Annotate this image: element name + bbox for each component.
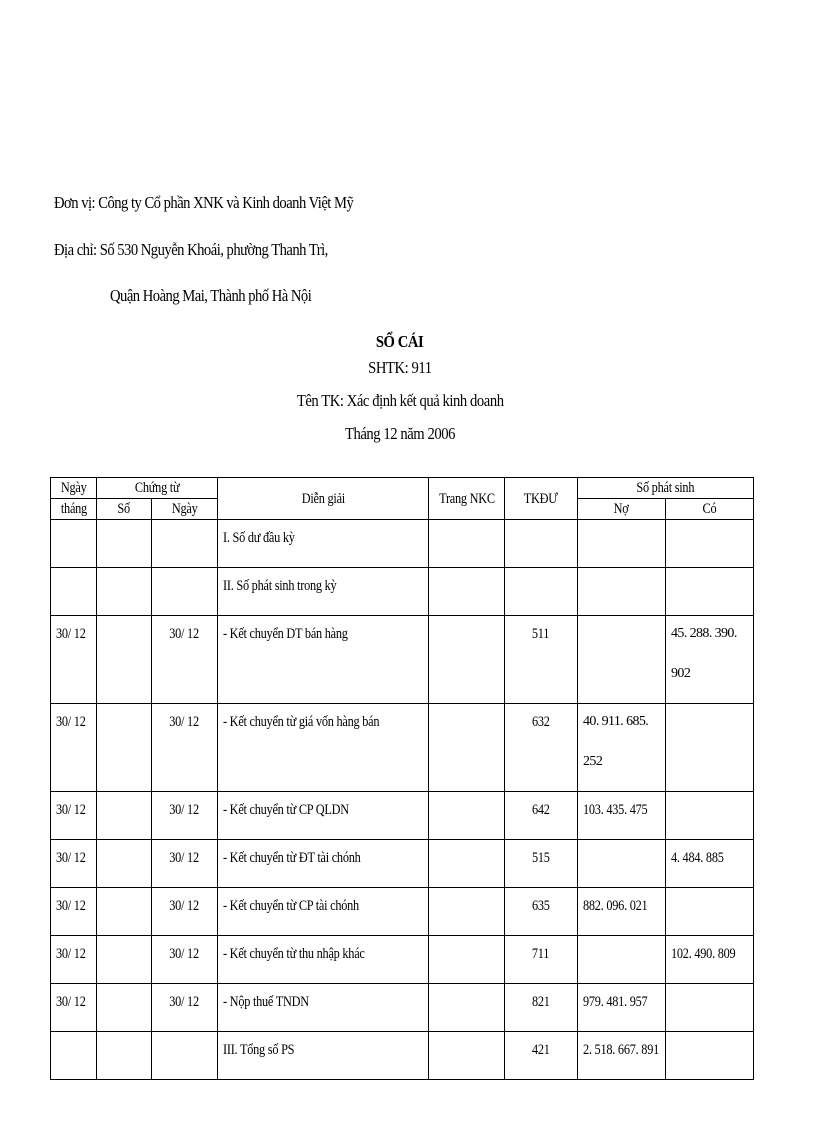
cell-ngay-thang: 30/ 12 [51, 984, 97, 1032]
cell-trang-nkc [429, 616, 505, 704]
header-so-phat-sinh: Số phát sinh [578, 478, 754, 499]
header-so: Số [97, 499, 152, 520]
ledger-title: SỔ CÁI [376, 332, 424, 351]
account-number: SHTK: 911 [368, 358, 432, 377]
cell-so [97, 1032, 152, 1080]
table-row [51, 792, 754, 840]
cell-no: 40. 911. 685. 252 [578, 704, 666, 792]
header-dien-giai: Diễn giải [218, 478, 429, 520]
cell-tkdu: 711 [505, 936, 578, 984]
cell-tkdu [505, 520, 578, 568]
cell-dien-giai: - Kết chuyển từ CP QLDN [218, 792, 429, 840]
cell-co: 4. 484. 885 [666, 840, 754, 888]
table-row [51, 888, 754, 936]
cell-trang-nkc [429, 840, 505, 888]
cell-no [578, 840, 666, 888]
cell-no [578, 616, 666, 704]
table-row [51, 984, 754, 1032]
company-address: Địa chỉ: Số 530 Nguyễn Khoái, phường Thanh Trì, [54, 240, 328, 259]
header-ngay-thang-1: Ngày [51, 478, 97, 499]
cell-tkdu: 642 [505, 792, 578, 840]
cell-tkdu: 421 [505, 1032, 578, 1080]
cell-trang-nkc [429, 792, 505, 840]
ledger-period: Tháng 12 năm 2006 [344, 424, 456, 443]
cell-ngay: 30/ 12 [152, 616, 218, 704]
cell-trang-nkc [429, 888, 505, 936]
header-tkdu: TKĐƯ [505, 478, 578, 520]
cell-dien-giai: - Nộp thuế TNDN [218, 984, 429, 1032]
cell-co [666, 984, 754, 1032]
cell-ngay-thang: 30/ 12 [51, 888, 97, 936]
cell-co [666, 1032, 754, 1080]
header-trang-nkc: Trang NKC [429, 478, 505, 520]
cell-so [97, 840, 152, 888]
table-row [51, 568, 754, 616]
cell-dien-giai: I. Số dư đầu kỳ [218, 520, 429, 568]
table-row [51, 840, 754, 888]
cell-no: 2. 518. 667. 891 [578, 1032, 666, 1080]
cell-co [666, 568, 754, 616]
cell-dien-giai: - Kết chuyển từ giá vốn hàng bán [218, 704, 429, 792]
cell-no: 103. 435. 475 [578, 792, 666, 840]
table-row [51, 1032, 754, 1080]
cell-tkdu: 511 [505, 616, 578, 704]
company-name: Đơn vị: Công ty Cổ phần XNK và Kinh doanh Việt Mỹ [54, 193, 354, 212]
cell-ngay [152, 568, 218, 616]
cell-ngay: 30/ 12 [152, 936, 218, 984]
cell-ngay-thang: 30/ 12 [51, 792, 97, 840]
header-ngay: Ngày [152, 499, 218, 520]
account-name: Tên TK: Xác định kết quả kinh doanh [296, 391, 504, 410]
cell-so [97, 792, 152, 840]
header-chung-tu: Chứng từ [97, 478, 218, 499]
cell-trang-nkc [429, 568, 505, 616]
cell-trang-nkc [429, 1032, 505, 1080]
cell-ngay-thang [51, 1032, 97, 1080]
cell-tkdu: 515 [505, 840, 578, 888]
cell-so [97, 568, 152, 616]
cell-so [97, 520, 152, 568]
table-row [51, 520, 754, 568]
cell-co [666, 520, 754, 568]
cell-co: 45. 288. 390. 902 [666, 616, 754, 704]
table-row [51, 936, 754, 984]
cell-no [578, 520, 666, 568]
cell-no: 979. 481. 957 [578, 984, 666, 1032]
cell-ngay [152, 520, 218, 568]
cell-tkdu: 632 [505, 704, 578, 792]
cell-so [97, 984, 152, 1032]
cell-no: 882. 096. 021 [578, 888, 666, 936]
cell-no [578, 568, 666, 616]
cell-ngay-thang [51, 520, 97, 568]
cell-ngay-thang: 30/ 12 [51, 616, 97, 704]
cell-ngay: 30/ 12 [152, 984, 218, 1032]
cell-ngay-thang: 30/ 12 [51, 936, 97, 984]
cell-ngay-thang [51, 568, 97, 616]
cell-so [97, 616, 152, 704]
cell-so [97, 704, 152, 792]
company-address-line-2: Quận Hoàng Mai, Thành phố Hà Nội [110, 286, 312, 305]
table-row [51, 704, 754, 792]
table-header-row-1 [51, 478, 754, 499]
cell-trang-nkc [429, 520, 505, 568]
cell-co [666, 704, 754, 792]
cell-dien-giai: - Kết chuyển từ thu nhập khác [218, 936, 429, 984]
cell-co [666, 888, 754, 936]
cell-dien-giai: - Kết chuyển từ CP tài chónh [218, 888, 429, 936]
cell-so [97, 936, 152, 984]
cell-trang-nkc [429, 704, 505, 792]
cell-tkdu [505, 568, 578, 616]
table-row [51, 616, 754, 704]
cell-ngay: 30/ 12 [152, 792, 218, 840]
cell-dien-giai: III. Tổng số PS [218, 1032, 429, 1080]
cell-trang-nkc [429, 936, 505, 984]
cell-no [578, 936, 666, 984]
cell-ngay-thang: 30/ 12 [51, 704, 97, 792]
cell-dien-giai: - Kết chuyển DT bán hàng [218, 616, 429, 704]
cell-ngay-thang: 30/ 12 [51, 840, 97, 888]
header-co: Có [666, 499, 754, 520]
cell-dien-giai: II. Số phát sinh trong kỳ [218, 568, 429, 616]
cell-co [666, 792, 754, 840]
cell-tkdu: 635 [505, 888, 578, 936]
cell-tkdu: 821 [505, 984, 578, 1032]
cell-ngay: 30/ 12 [152, 704, 218, 792]
cell-co: 102. 490. 809 [666, 936, 754, 984]
cell-ngay: 30/ 12 [152, 888, 218, 936]
cell-ngay: 30/ 12 [152, 840, 218, 888]
cell-so [97, 888, 152, 936]
header-no: Nợ [578, 499, 666, 520]
cell-trang-nkc [429, 984, 505, 1032]
cell-dien-giai: - Kết chuyển từ ĐT tài chónh [218, 840, 429, 888]
ledger-table [50, 477, 754, 1080]
cell-ngay [152, 1032, 218, 1080]
header-ngay-thang-2: tháng [51, 499, 97, 520]
